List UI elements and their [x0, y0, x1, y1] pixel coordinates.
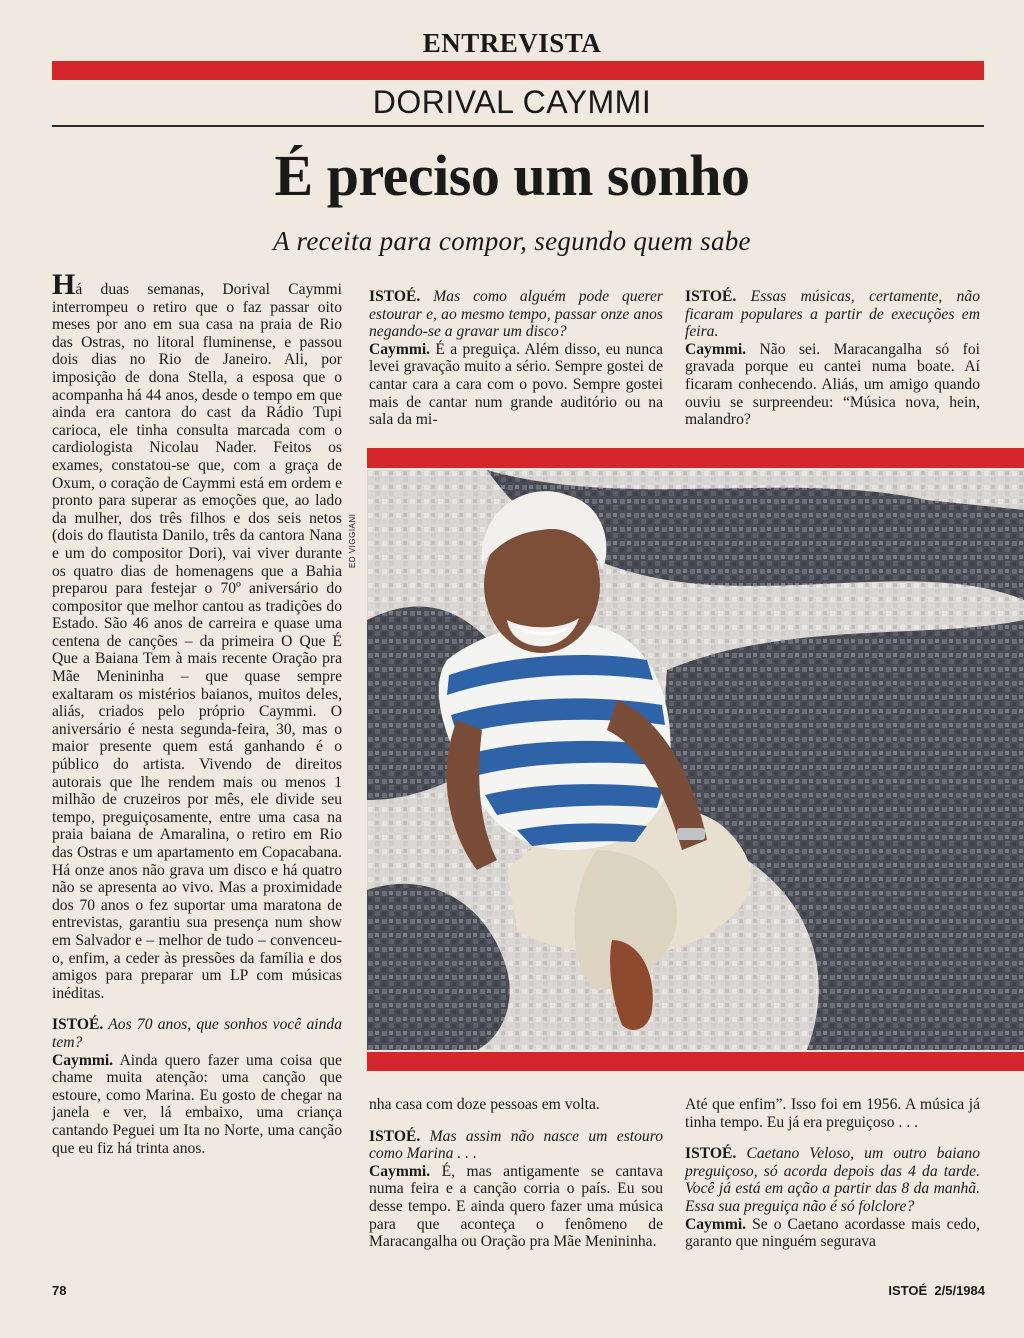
continued-text: Até que enfim”. Isso foi em 1956. A música já tinha tempo. Eu já era preguiçoso . . . [685, 1096, 980, 1131]
answer-2 [369, 341, 663, 429]
question-text: Mas como alguém pode querer estourar e, ao mesmo tempo, passar onze anos negando-se a gravar um disco? [369, 288, 664, 341]
question-text: Caetano Veloso, um outro baiano preguiçoso, só acorda depois das 4 da tarde. Você já está em ação a partir das 8 da manhã. Essa sua preguiça não é só folclore? [685, 1145, 980, 1215]
answer-tag: Caymmi. [685, 340, 747, 358]
column-1 [52, 268, 342, 1157]
intro-paragraph [52, 268, 342, 1002]
answer-1 [52, 1052, 342, 1158]
question-tag: ISTOÉ. [369, 288, 421, 305]
column-3-bottom [685, 1096, 980, 1251]
answer-tag: Caymmi. [369, 1162, 431, 1180]
photo-top-red-bar [367, 448, 1024, 468]
photo-credit: ED VIGGIANI [348, 513, 357, 568]
deck: A receita para compor, segundo quem sabe [273, 226, 751, 256]
question-tag: ISTOÉ. [685, 1145, 737, 1163]
column-3-top [685, 288, 980, 429]
continued-text: nha casa com doze pessoas em volta. [369, 1096, 600, 1113]
drop-cap: H [52, 268, 76, 301]
answer-tag: Caymmi. [52, 1051, 114, 1069]
question-text: Mas assim não nasce um estouro como Marina . . . [369, 1127, 663, 1163]
question-5 [685, 1145, 980, 1215]
question-text: Aos 70 anos, que sonhos você ainda tem? [52, 1016, 342, 1051]
answer-tag: Caymmi. [369, 340, 431, 358]
headline: É preciso um sonho [274, 143, 750, 208]
question-tag: ISTOÉ. [685, 288, 737, 305]
question-tag: ISTOÉ. [369, 1127, 421, 1145]
portrait-illustration [367, 470, 1024, 1050]
answer-text: Ainda quero fazer uma coisa que chame muita atenção: uma canção que estoure, como Marina. Eu gosto de chegar na janela e ver, lá embaixo, uma criança cantando Peguei um Ita no Norte, uma canção que eu fiz há trinta anos. [52, 1051, 342, 1157]
question-4 [369, 1128, 663, 1163]
photo-bottom-red-bar [367, 1052, 1024, 1071]
answer-3 [685, 341, 980, 429]
issue-date: ISTOÉ 2/5/1984 [888, 1283, 985, 1298]
question-3 [685, 288, 980, 341]
answer-text: Não sei. Maracangalha só foi gravada porque eu cantei numa boate. Aí ficaram conhecendo. Aliás, um amigo quando ouviu se surpreendeu: “Música nova, hein, malandro? [685, 340, 980, 429]
section-label: ENTREVISTA [422, 28, 602, 58]
question-text: Essas músicas, certamente, não ficaram populares a partir de execuções em feira. [685, 288, 980, 341]
answer-tag: Caymmi. [685, 1215, 747, 1233]
top-red-bar [52, 61, 984, 80]
question-tag: ISTOÉ. [52, 1016, 104, 1034]
answer-text: Se o Caetano acordasse mais cedo, garanto que ninguém segurava [685, 1215, 980, 1251]
column-2-top [369, 288, 663, 429]
page-number: 78 [52, 1283, 67, 1298]
answer-4 [369, 1163, 663, 1251]
question-1 [52, 1016, 342, 1051]
answer-text: É a preguiça. Além disso, eu nunca levei gravação muito a sério. Sempre gostei de cantar cara a cara com o povo. Sempre gostei mais de cantar num grande auditório ou na sala da mi- [369, 340, 663, 429]
question-2 [369, 288, 663, 341]
portrait-photo [367, 470, 1024, 1050]
interview-subject: DORIVAL CAYMMI [372, 84, 652, 120]
header-rule [52, 125, 984, 127]
intro-text: á duas semanas, Dorival Caymmi interrompeu o retiro que o faz passar oito meses por ano em sua casa na praia de Rio das Ostras, no litoral fluminense, e passou dois dias no Rio de Janeiro. Ali, por imposição de dona Stella, a esposa que o acompanha há 44 anos, desde o tempo em que ainda era cantora do cast da Rádio Tupi carioca, ele tinha consulta marcada com o cardiologista Nicolau Nader. Feitos os exames, constatou-se que, com a graça de Oxum, o coração de Caymmi está em ordem e pronto para superar as emoções que, ao lado da mulher, dos três filhos e dos seis netos (dois do flautista Danilo, três da cantora Nana e um do compositor Dori), vai viver durante os quatro dias de homenagens que a Bahia preparou para festejar o 70º aniversário do compositor que melhor cantou as tradições do Estado. São 46 anos de carreira e quase uma centena de canções – da primeira O Que É Que a Baiana Tem à mais recente Oração pra Mãe Menininha – que quase sempre exaltaram os mistérios baianos, muitos deles, aliás, criados pelo próprio Caymmi. O aniversário é nesta segunda-feira, 30, mas o maior presente quem está ganhando é o público do artista. Vivendo de direitos autorais que lhe rendem mais ou menos 1 milhão de cruzeiros por mês, ele divide seu tempo, preguiçosamente, entre uma casa na praia baiana de Amaralina, o retiro em Rio das Ostras e um apartamento em Copacabana. Há onze anos não grava um disco e há quatro não se apresenta ao vivo. Mas a proximidade dos 70 anos o fez suportar uma maratona de entrevistas, garantiu sua presença num show em Salvador e – melhor de tudo – convenceu-o, enfim, a ceder às pressões da família e dos amigos para preparar um LP com músicas inéditas. [52, 281, 342, 1002]
answer-text: É, mas antigamente se cantava numa feira e a canção corria o país. Eu sou desse tempo. E ainda quero fazer uma música para que aconteça o fenômeno de Maracangalha ou Oração pra Mãe Menininha. [369, 1162, 663, 1251]
column-2-bottom [369, 1096, 663, 1251]
answer-5 [685, 1216, 980, 1251]
